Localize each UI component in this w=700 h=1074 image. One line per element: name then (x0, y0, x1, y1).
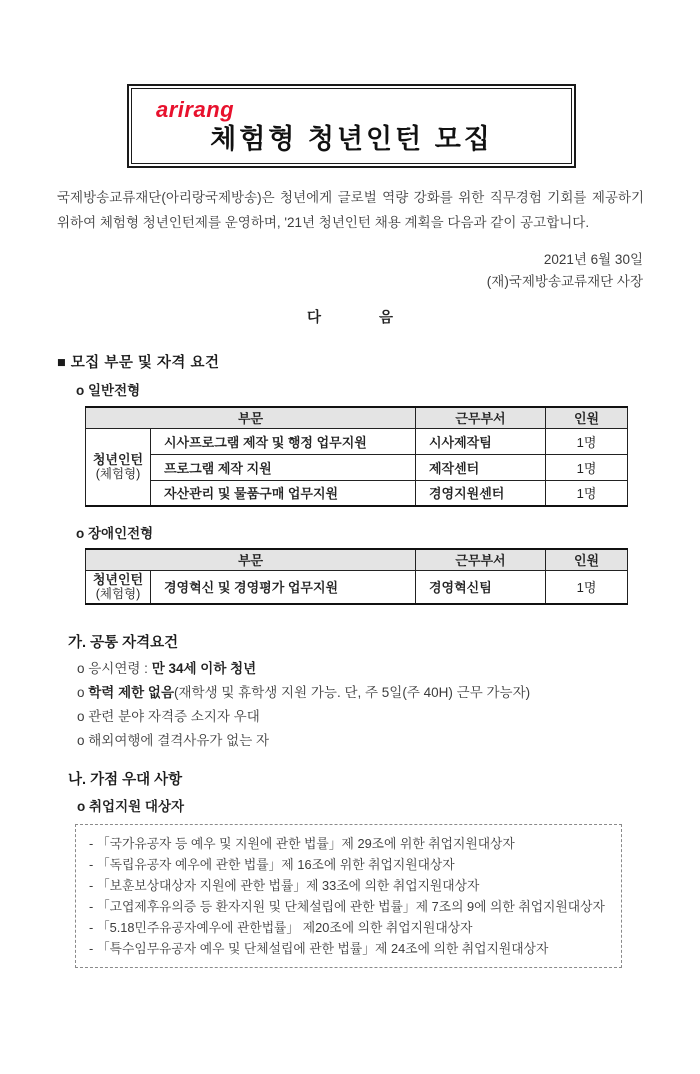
law-list-box (75, 824, 622, 968)
cell-dept: 경영혁신팀 (416, 570, 546, 604)
col-header-dept: 근무부서 (416, 549, 546, 570)
qual-text: o 응시연령 : (77, 661, 152, 676)
daum-right: 음 (379, 310, 394, 326)
table-header-row (86, 407, 628, 428)
notice-title-box-inner (131, 88, 572, 164)
law-item: - 「5.18민주유공자예우에 관한법률」 제20조에 의한 취업지원대상자 (89, 920, 473, 935)
qual-item (77, 705, 700, 729)
qual-text-bold: 학력 제한 없음 (88, 685, 175, 700)
announcement-date: 2021년 6월 30일 (543, 252, 643, 267)
row-label-line1: 청년인턴 (92, 451, 144, 467)
law-item: - 「독립유공자 예우에 관한 법률」제 16조에 위한 취업지원대상자 (89, 857, 455, 872)
table-row (86, 454, 628, 480)
daum-divider (0, 306, 700, 327)
general-track-label: o 일반전형 (76, 383, 141, 398)
disabled-recruit-table (85, 548, 628, 605)
intro-paragraph: 국제방송교류재단(아리랑국제방송)은 청년에게 글로벌 역량 강화를 위한 직무경험 기회를 제공하기 위하여 체험형 청년인턴제를 운영하며, '21년 청년인턴 채용 계획을 다음과 같이 공고합니다. (57, 190, 644, 230)
table-row (86, 480, 628, 506)
qual-text: o 해외여행에 결격사유가 없는 자 (77, 733, 270, 748)
qual-item (77, 681, 700, 705)
signature: (재)국제방송교류재단 사장 (486, 274, 643, 289)
col-header-count: 인원 (546, 407, 628, 428)
cell-dept: 시사제작팀 (416, 428, 546, 454)
qual-text: (재학생 및 휴학생 지원 가능. 단, 주 5일(주 40H) 근무 가능자) (174, 685, 531, 700)
law-item: - 「고엽제후유의증 등 환자지원 및 단체설립에 관한 법률」제 7조의 9에 의한 취업지원대상자 (89, 899, 605, 914)
cell-part: 시사프로그램 제작 및 행정 업무지원 (151, 428, 416, 454)
general-recruit-table (85, 406, 628, 507)
document-page (0, 84, 700, 1074)
cell-part: 경영혁신 및 경영평가 업무지원 (151, 570, 416, 604)
row-label-line1: 청년인턴 (92, 571, 144, 587)
cell-dept: 제작센터 (416, 454, 546, 480)
table-header-row (86, 549, 628, 570)
cell-count: 1명 (546, 454, 628, 480)
qual-item (77, 657, 700, 681)
cell-dept: 경영지원센터 (416, 480, 546, 506)
row-group-label (86, 428, 151, 506)
row-label-line2: (체험형) (95, 586, 141, 601)
bonus-subtitle: o 취업지원 대상자 (77, 799, 185, 814)
qual-text: o (77, 685, 89, 700)
cell-count: 1명 (546, 480, 628, 506)
col-header-part: 부문 (86, 407, 416, 428)
common-qual-list (77, 657, 700, 753)
law-item: - 「보훈보상대상자 지원에 관한 법률」제 33조에 의한 취업지원대상자 (89, 878, 480, 893)
disabled-track-label: o 장애인전형 (76, 526, 154, 541)
row-group-label (86, 570, 151, 604)
cell-count: 1명 (546, 428, 628, 454)
law-item: - 「특수임무유공자 예우 및 단체설립에 관한 법률」제 24조에 의한 취업지원대상자 (89, 941, 549, 956)
qual-text-bold: 만 34세 이하 청년 (151, 661, 257, 676)
date-signature-block (0, 249, 643, 293)
row-label-line2: (체험형) (95, 466, 141, 481)
notice-title: 체험형 청년인턴 모집 (210, 124, 493, 154)
common-qual-title: 가. 공통 자격요건 (68, 635, 179, 651)
cell-part: 자산관리 및 물품구매 업무지원 (151, 480, 416, 506)
col-header-part: 부문 (86, 549, 416, 570)
cell-count: 1명 (546, 570, 628, 604)
law-item: - 「국가유공자 등 예우 및 지원에 관한 법률」제 29조에 위한 취업지원대상자 (89, 836, 515, 851)
col-header-dept: 근무부서 (416, 407, 546, 428)
col-header-count: 인원 (546, 549, 628, 570)
daum-left: 다 (306, 310, 321, 326)
table-row (86, 428, 628, 454)
qual-item (77, 729, 700, 753)
notice-title-box (127, 84, 576, 168)
section-title-recruit: ■ 모집 부문 및 자격 요건 (57, 355, 220, 371)
qual-text: o 관련 분야 자격증 소지자 우대 (77, 709, 260, 724)
table-row (86, 570, 628, 604)
bonus-title: 나. 가점 우대 사항 (68, 772, 183, 788)
cell-part: 프로그램 제작 지원 (151, 454, 416, 480)
arirang-logo: arirang (156, 97, 235, 122)
